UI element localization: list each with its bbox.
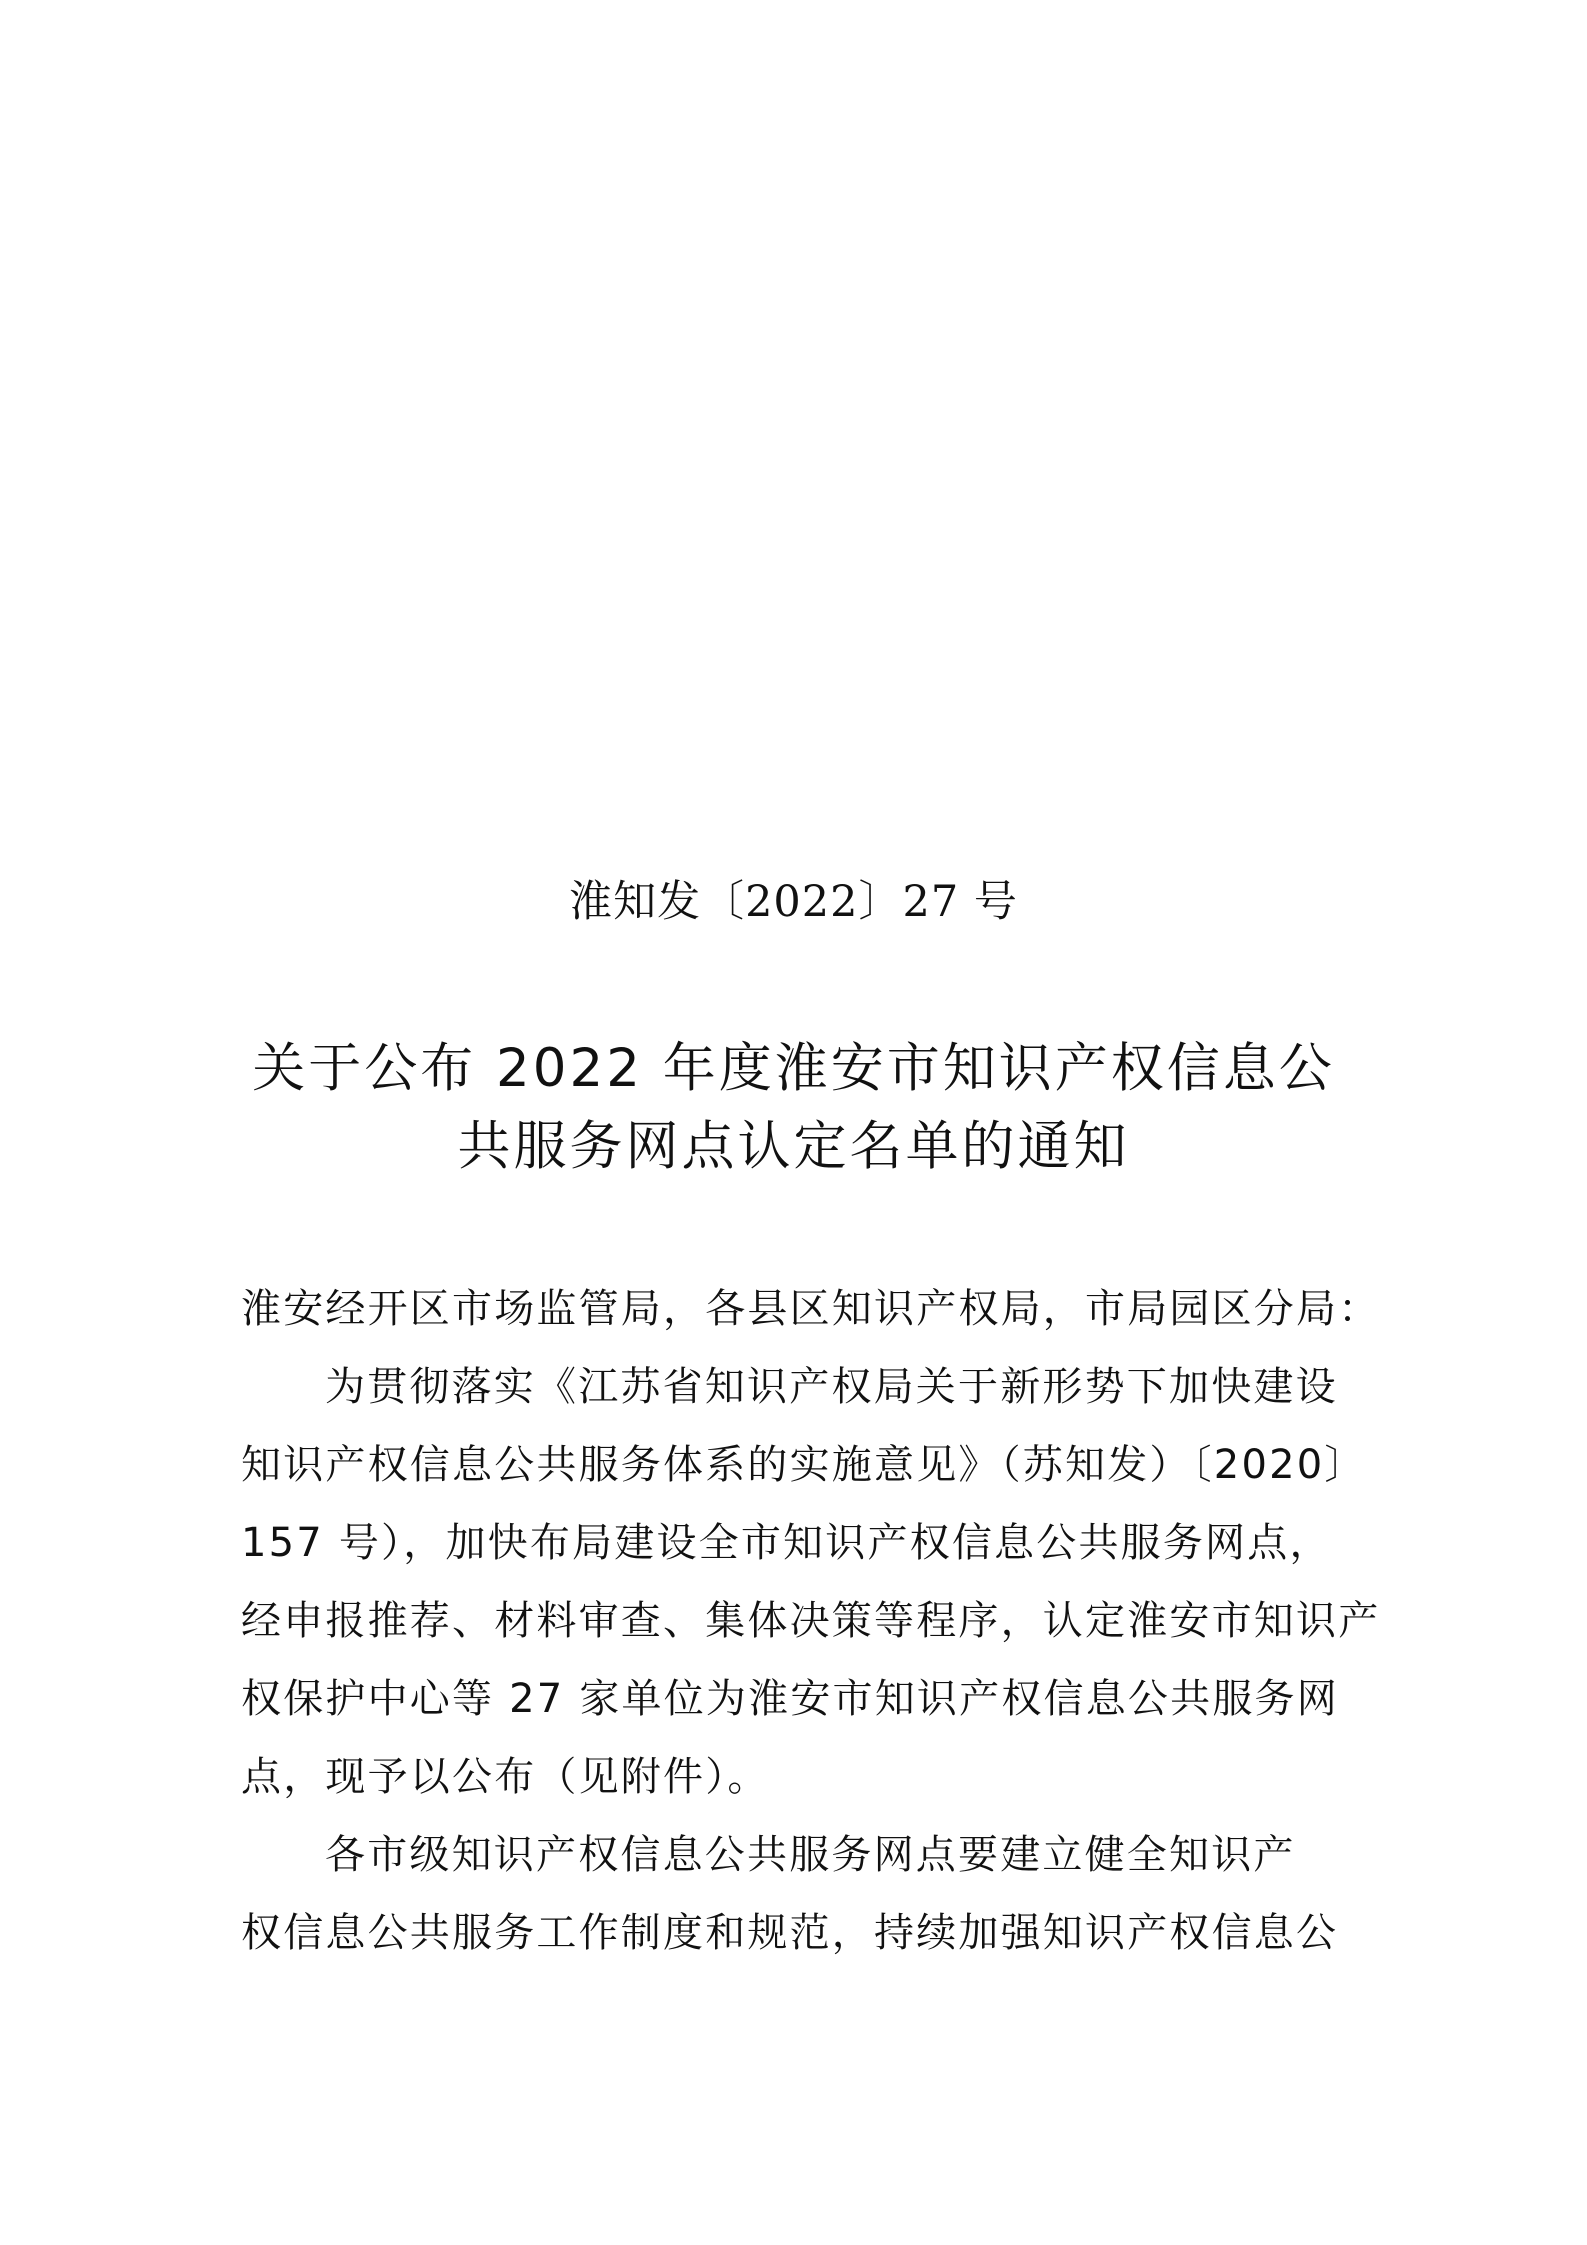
paragraph-2-line: 权信息公共服务工作制度和规范，持续加强知识产权信息公 xyxy=(241,1910,1339,1956)
title-line-2: 共服务网点认定名单的通知 xyxy=(457,1116,1130,1177)
document-body xyxy=(241,1270,1381,1972)
document-number: 淮知发〔2022〕27 号 xyxy=(569,877,1018,927)
paragraph-1-line: 为贯彻落实《江苏省知识产权局关于新形势下加快建设 xyxy=(325,1364,1338,1410)
document-title xyxy=(230,1030,1357,1186)
paragraph-1-line: 点，现予以公布（见附件）。 xyxy=(241,1754,770,1800)
paragraph-2-line: 各市级知识产权信息公共服务网点要建立健全知识产 xyxy=(325,1832,1296,1878)
paragraph-1-line: 权保护中心等 27 家单位为淮安市知识产权信息公共服务网 xyxy=(241,1676,1339,1722)
paragraph-1-line: 157 号），加快布局建设全市知识产权信息公共服务网点， xyxy=(241,1520,1332,1566)
paragraph-1-line: 知识产权信息公共服务体系的实施意见》（苏知发）〔2020〕 xyxy=(241,1442,1367,1488)
title-line-1: 关于公布 2022 年度淮安市知识产权信息公 xyxy=(252,1038,1335,1099)
salutation: 淮安经开区市场监管局，各县区知识产权局，市局园区分局： xyxy=(241,1286,1381,1332)
paragraph-1-line: 经申报推荐、材料审查、集体决策等程序，认定淮安市知识产 xyxy=(241,1598,1381,1644)
